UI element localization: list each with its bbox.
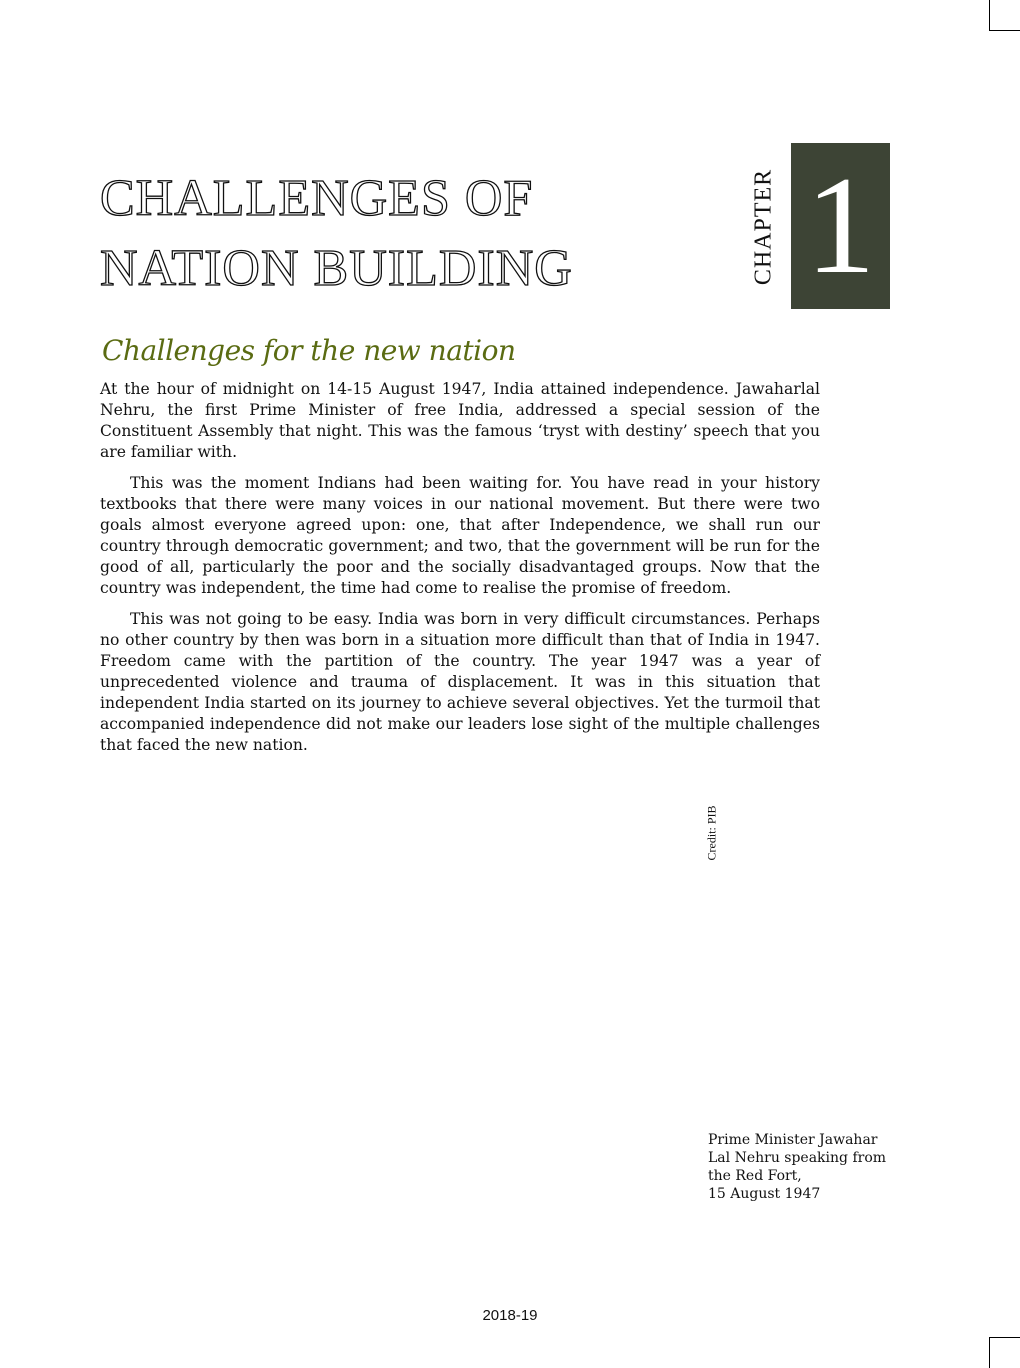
crop-mark-top-right: [989, 0, 1020, 31]
photo-credit: [700, 797, 724, 869]
photo-credit-text: Credit: PIB: [704, 805, 719, 861]
caption-line: 15 August 1947: [708, 1186, 821, 1202]
chapter-label-text: CHAPTER: [750, 168, 777, 286]
caption-line: the Red Fort,: [708, 1168, 802, 1184]
chapter-label: [752, 168, 776, 286]
paragraph: At the hour of midnight on 14-15 August 1947, India attained independence. Jawaharlal Nehru, the first Prime Minister of free India, addressed a special session of the Constituent Assembly that night. This was the famous ‘tryst with destiny’ speech that you are familiar with.: [100, 380, 820, 461]
chapter-number-box: [791, 143, 890, 309]
paragraph: This was the moment Indians had been waiting for. You have read in your history textbooks that there were many voices in our national movement. But there were two goals almost everyone agreed upon: one, that after Independence, we shall run our country through democratic government; and two, that the government will be run for the good of all, particularly the poor and the socially disadvantaged groups. Now that the country was independent, the time had come to realise the promise of freedom.: [100, 474, 820, 597]
page-footer: 2018-19: [482, 1307, 538, 1324]
caption-line: Lal Nehru speaking from: [708, 1150, 887, 1166]
chapter-number: 1: [805, 148, 876, 303]
title-line-2: NATION BUILDING: [100, 240, 573, 297]
title-line-1: CHALLENGES OF: [100, 170, 534, 227]
section-heading: Challenges for the new nation: [102, 334, 516, 367]
body-text: [100, 379, 820, 766]
paragraph: This was not going to be easy. India was born in very difficult circumstances. Perhaps no other country by then was born in a situation more difficult than that of India in 1947. Freedom came with the partition of the country. The year 1947 was a year of unprecedented violence and trauma of displacement. It was in this situation that independent India started on its journey to achieve several objectives. Yet the turmoil that accompanied independence did not make our leaders lose sight of the multiple challenges that faced the new nation.: [100, 610, 820, 754]
chapter-title: [100, 164, 573, 304]
photo-caption: [708, 1131, 908, 1203]
crop-mark-bottom-right: [989, 1337, 1020, 1368]
caption-line: Prime Minister Jawahar: [708, 1132, 878, 1148]
